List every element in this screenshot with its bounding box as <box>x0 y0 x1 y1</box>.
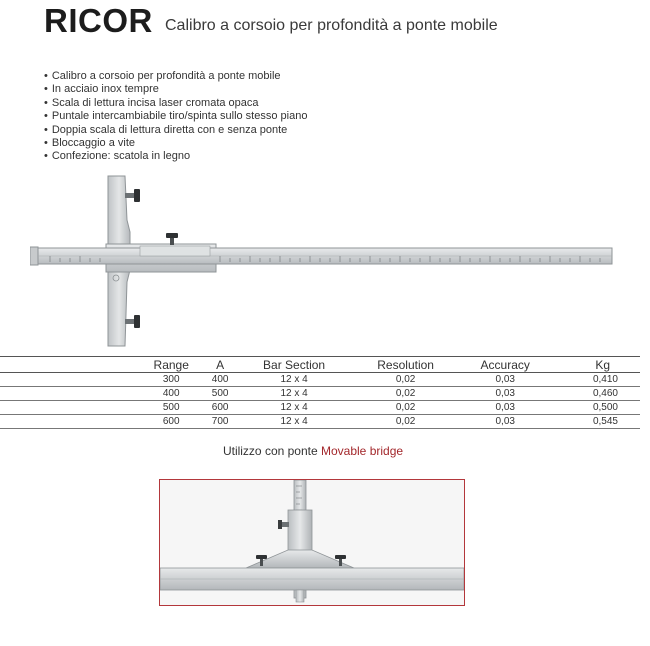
cell-kg: 0,545 <box>552 415 640 429</box>
column-header-resolution: Resolution <box>352 357 459 373</box>
table-row <box>0 373 640 387</box>
feature-list <box>44 70 307 164</box>
depth-caliper-image <box>30 170 625 352</box>
row-spacer <box>0 387 138 401</box>
row-spacer <box>0 415 138 429</box>
feature-item: • In acciaio inox tempre <box>44 83 307 96</box>
cell-a: 500 <box>204 387 235 401</box>
feature-item: • Bloccaggio a vite <box>44 137 307 150</box>
feature-item: • Confezione: scatola in legno <box>44 150 307 163</box>
cell-resolution: 0,02 <box>352 401 459 415</box>
cell-kg: 0,460 <box>552 387 640 401</box>
bridge-caption-text: Utilizzo con ponte <box>222 444 318 458</box>
cell-bar-section: 12 x 4 <box>236 387 353 401</box>
brand-logo: RICOR <box>44 2 153 39</box>
cell-accuracy: 0,03 <box>459 373 552 387</box>
cell-bar-section: 12 x 4 <box>236 373 353 387</box>
cell-resolution: 0,02 <box>352 387 459 401</box>
table-row <box>0 401 640 415</box>
feature-item: • Scala di lettura incisa laser cromata opaca <box>44 97 307 110</box>
column-header-bar-section: Bar Section <box>236 357 353 373</box>
cell-a: 700 <box>204 415 235 429</box>
bridge-caption-accent: Movable bridge <box>321 444 404 458</box>
cell-resolution: 0,02 <box>352 373 459 387</box>
column-header-accuracy: Accuracy <box>459 357 552 373</box>
cell-range: 500 <box>138 401 204 415</box>
cell-range: 600 <box>138 415 204 429</box>
cell-accuracy: 0,03 <box>459 415 552 429</box>
movable-bridge-photo <box>159 479 465 606</box>
feature-item: • Doppia scala di lettura diretta con e senza ponte <box>44 124 307 137</box>
movable-bridge-image <box>160 480 464 605</box>
cell-bar-section: 12 x 4 <box>236 401 353 415</box>
cell-accuracy: 0,03 <box>459 401 552 415</box>
cell-range: 400 <box>138 387 204 401</box>
column-header-range: Range <box>138 357 204 373</box>
column-header-kg: Kg <box>552 357 640 373</box>
row-spacer <box>0 373 138 387</box>
specs-table <box>0 356 640 429</box>
specs-header-row <box>0 357 640 373</box>
table-row <box>0 415 640 429</box>
cell-kg: 0,410 <box>552 373 640 387</box>
cell-kg: 0,500 <box>552 401 640 415</box>
table-row <box>0 387 640 401</box>
cell-a: 600 <box>204 401 235 415</box>
product-subtitle: Calibro a corsoio per profondità a ponte mobile <box>165 17 498 34</box>
cell-resolution: 0,02 <box>352 415 459 429</box>
cell-range: 300 <box>138 373 204 387</box>
row-spacer <box>0 401 138 415</box>
cell-a: 400 <box>204 373 235 387</box>
feature-item: • Puntale intercambiabile tiro/spinta sullo stesso piano <box>44 110 307 123</box>
cell-accuracy: 0,03 <box>459 387 552 401</box>
column-header-a: A <box>204 357 235 373</box>
feature-item: • Calibro a corsoio per profondità a ponte mobile <box>44 70 307 83</box>
bridge-caption <box>0 444 626 458</box>
column-header <box>0 357 138 373</box>
cell-bar-section: 12 x 4 <box>236 415 353 429</box>
